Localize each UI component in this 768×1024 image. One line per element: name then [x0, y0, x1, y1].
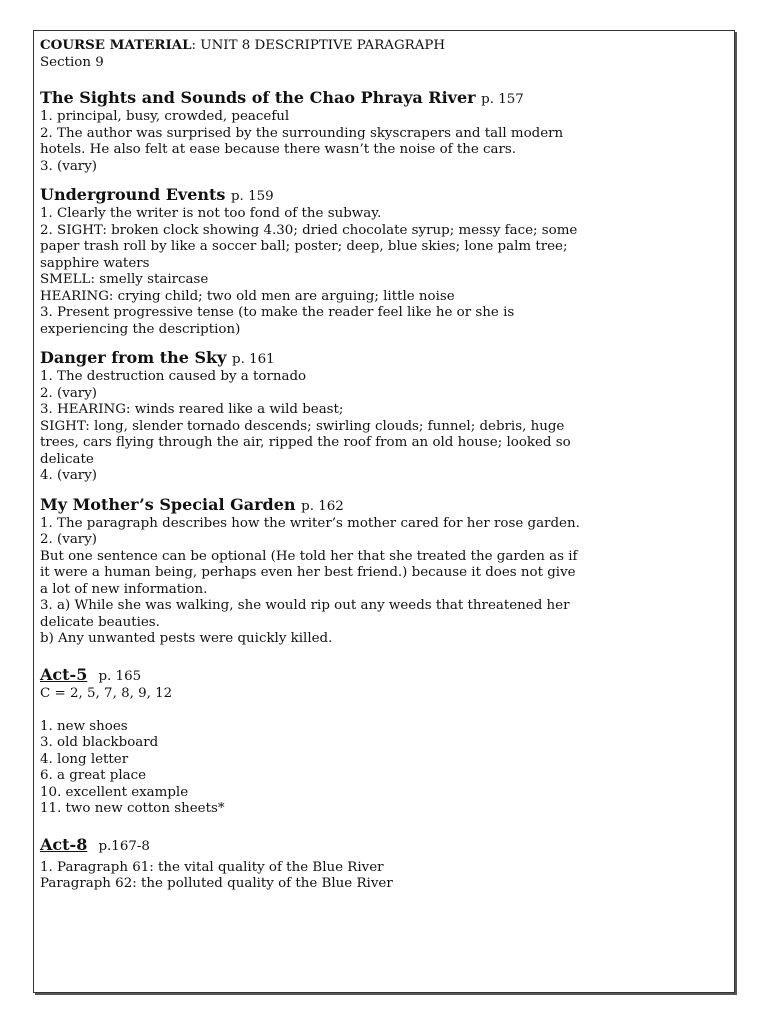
course-title: : UNIT 8 DESCRIPTIVE PARAGRAPH: [191, 38, 446, 53]
section-title: Act-5: [40, 664, 88, 684]
answer-line: 1. Clearly the writer is not too fond of the subway.: [40, 206, 382, 221]
page-reference: p.167-8: [98, 838, 150, 854]
page-reference: p. 161: [232, 352, 275, 367]
answer-line: a lot of new information.: [40, 581, 208, 597]
section-chao-phraya: [40, 88, 680, 175]
page-reference: p. 162: [301, 498, 344, 514]
list-item: 11. two new cotton sheets*: [40, 801, 225, 816]
section-title: The Sights and Sounds of the Chao Phraya River: [40, 88, 476, 107]
answer-line: 3. HEARING: winds reared like a wild beast;: [40, 402, 344, 417]
section-title: Act-8: [40, 834, 88, 854]
section-heading: [40, 88, 680, 109]
section-label: Section 9: [40, 54, 104, 70]
answer-line: 2. The author was surprised by the surrounding skyscrapers and tall modern: [40, 125, 564, 141]
section-heading: [40, 495, 680, 516]
document-content: [40, 37, 680, 893]
section-heading: [40, 185, 680, 206]
answer-line: experiencing the description): [40, 321, 241, 337]
page-reference: p. 165: [98, 668, 142, 684]
answer-line: 1. principal, busy, crowded, peaceful: [40, 109, 290, 124]
section-heading: [40, 835, 680, 856]
answer-line: 2. SIGHT: broken clock showing 4.30; dried chocolate syrup; messy face; some: [40, 222, 578, 238]
answer-line: it were a human being, perhaps even her best friend.) because it does not give: [40, 565, 576, 580]
section-title: My Mother’s Special Garden: [40, 494, 296, 514]
section-heading: [40, 665, 680, 686]
section-act-5: [40, 665, 680, 818]
section-underground-events: [40, 185, 680, 338]
list-item: 3. old blackboard: [40, 735, 159, 750]
answer-line: 3. a) While she was walking, she would rip out any weeds that threatened her: [40, 598, 570, 613]
answer-line: 2. (vary): [40, 532, 97, 547]
answer-line: b) Any unwanted pests were quickly killed.: [40, 631, 333, 646]
answer-line: 3. Present progressive tense (to make the reader feel like he or she is: [40, 305, 515, 320]
answer-line: HEARING: crying child; two old men are arguing; little noise: [40, 288, 455, 304]
list-item: 1. new shoes: [40, 718, 128, 734]
course-label: COURSE MATERIAL: [40, 37, 192, 53]
answer-line: 1. The paragraph describes how the writer’s mother cared for her rose garden.: [40, 515, 580, 531]
answer-line: SMELL: smelly staircase: [40, 272, 209, 287]
answer-line: sapphire waters: [40, 255, 150, 271]
section-mothers-special-garden: [40, 495, 680, 648]
course-material-header: [40, 37, 680, 55]
answer-line: Paragraph 62: the polluted quality of the Blue River: [40, 876, 393, 891]
page-reference: p. 159: [230, 189, 274, 204]
answer-line: 2. (vary): [40, 385, 97, 401]
list-item: 4. long letter: [40, 751, 129, 767]
section-heading: [40, 348, 680, 369]
section-danger-from-the-sky: [40, 348, 680, 485]
page-reference: p. 157: [481, 92, 524, 107]
answer-line: paper trash roll by like a soccer ball; poster; deep, blue skies; lone palm tree;: [40, 239, 568, 254]
answer-line: hotels. He also felt at ease because there wasn’t the noise of the cars.: [40, 142, 517, 157]
answer-line: C = 2, 5, 7, 8, 9, 12: [40, 685, 173, 701]
section-act-8: [40, 835, 680, 893]
section-title: Underground Events: [40, 185, 226, 204]
answer-line: SIGHT: long, slender tornado descends; swirling clouds; funnel; debris, huge: [40, 418, 565, 434]
list-item: 6. a great place: [40, 768, 147, 783]
answer-line: 4. (vary): [40, 468, 97, 483]
answer-line: trees, cars flying through the air, ripped the roof from an old house; looked so: [40, 435, 571, 450]
answer-line: 1. Paragraph 61: the vital quality of the Blue River: [40, 859, 384, 875]
answer-line: 3. (vary): [40, 158, 97, 174]
answer-line: But one sentence can be optional (He told her that she treated the garden as if: [40, 548, 578, 564]
answer-line: delicate beauties.: [40, 614, 160, 630]
answer-line: 1. The destruction caused by a tornado: [40, 369, 307, 384]
answer-line: delicate: [40, 451, 94, 467]
section-title: Danger from the Sky: [40, 348, 227, 367]
list-item: 10. excellent example: [40, 784, 189, 800]
